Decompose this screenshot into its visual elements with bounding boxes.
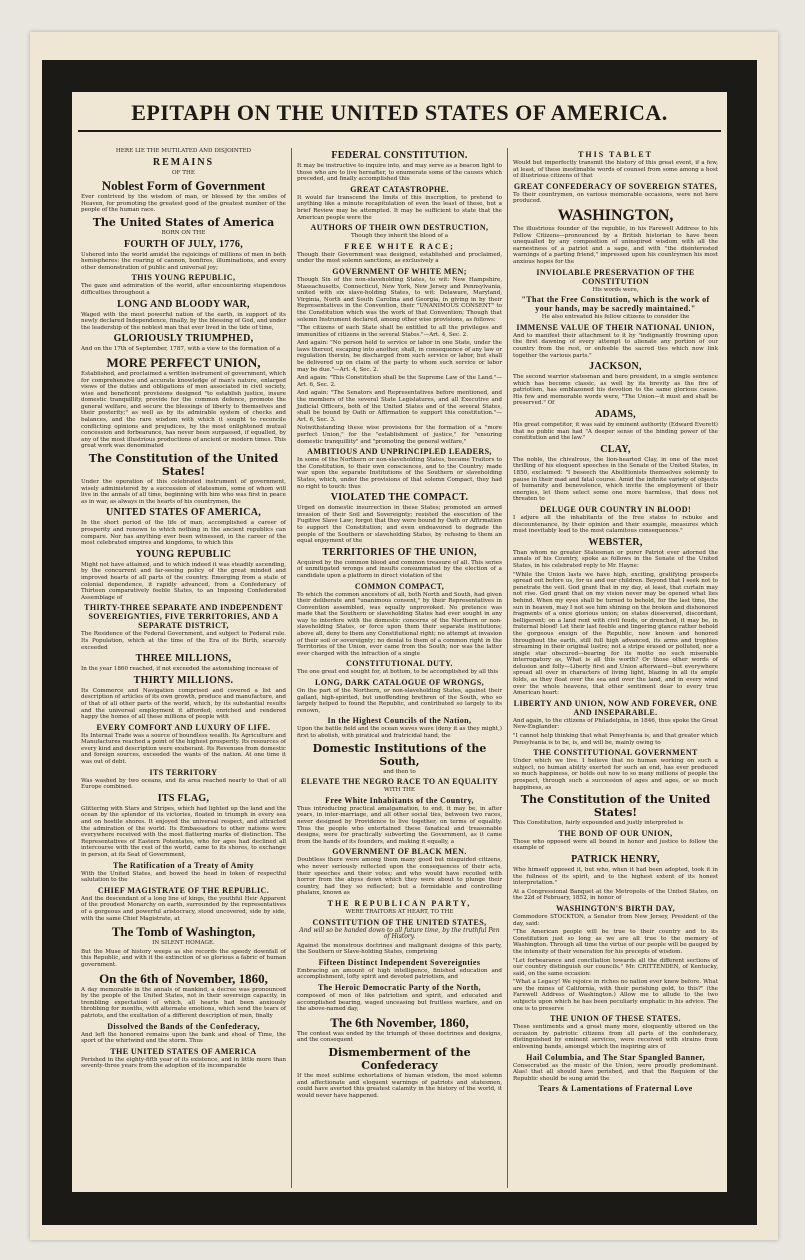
paragraph: Ever contrived by the wisdom of man, or blessed by the smiles of Heaven, for promoting the greatest good of the greatest number of the people of the human race. [81,194,286,214]
paragraph: The Residence of the Federal Government, and subject to Federal rule. Its Population, which at the time of the Era of its Birth, scarcely exceeded [81,631,286,651]
paragraph: Acquired by the common blood and common treasure of all. This series of unmitigated wrongs and insults consummated by the election of a candidate upon a platform in direct violation of the [297,559,502,579]
heading-adams: ADAMS, [595,409,636,421]
paragraph: Embracing an amount of high intelligence, finished education and accomplishment, lofty spirit and devoted patriotism, and [297,967,502,981]
heading-constitution-usa: CONSTITUTION OF THE UNITED STATES, [312,917,487,927]
paragraph: In the year 1860 reached, if not exceeded the astonishing increase of [81,666,279,673]
heading-dismember: Dismemberment of the Confederacy [328,1046,471,1073]
column-2 [291,148,507,1188]
heading-gov-white: GOVERNMENT OF WHITE MEN; [332,266,467,276]
heading-authors: AUTHORS OF THEIR OWN DESTRUCTION, [310,223,489,233]
paragraph: In the short period of the life of man, accomplished a career of prosperity and renown to which nothing in the ancient republics can compare. Nor has anything ever been witnessed, in the career of the most celebrated empires and kingdoms, to which this [81,520,286,547]
paragraph: And the descendant of a long line of kings, the youthful Heir Apparent of the proudest Monarchy on earth, surrounded by the representatives of a gorgeous and powerful aristocracy, stood uncovered, side by side, with the same Chief Magistrate, at [81,895,286,922]
heading-remains: REMAINS [152,156,215,168]
heading-fifteen: Fifteen Distinct Independent Sovereignties [318,957,481,967]
paragraph: Commodore STOCKTON, a Senator from New Jersey, President of the day, said: [513,913,718,927]
paragraph: "Let forbearance and conciliation towards all the different sections of our country distinguish our councils." Mr. CRITTENDEN, of Kentucky, said, on the same occasion: [513,957,718,977]
paragraph: Urged on domestic insurrection in these States; promoted an armed invasion of their Soil and Sovereignty; resisted the execution of the Fugitive Slave Law; forgot that they were bound by Oath or Affirmation to support the Constitution; and even endeavored to degrade the people of the Southern or slaveholding States, by refusing to them an equal enjoyment of the [297,505,502,545]
heading-free: FREE WHITE RACE; [344,241,455,251]
heading-gov-black: GOVERNMENT OF BLACK MEN. [332,847,467,857]
heading-nov: On the 6th of November, 1860, [99,970,268,986]
paragraph: To which the common ancestors of all, both North and South, had given their deliberate and "unanimous consent," by their Representatives in Convention assembled, was equally unprovoked. No pretence was made that the Southern or slaveholding States had ever sought in any way to interfere with the domestic concerns of the Northern or non-slaveholding States, or force upon them their separate institutions; above all, deny to them any Constitutional right; no attempt at invasion of their soil or sovereignty; no denial to them of a common right in the Territories of the Union, ever came from the South; nor was the latter ever charged with the infraction of a single [297,591,502,657]
heading-flag: ITS FLAG, [157,792,210,804]
heading-catalogue: LONG, DARK CATALOGUE OF WRONGS, [314,678,484,688]
heading-ambitious: AMBITIOUS AND UNPRINCIPLED LEADERS, [307,447,492,457]
paragraph: At a Congressional Banquet at the Metropolis of the United States, on the 22d of February, 1852, in honor of [513,888,718,902]
paragraph: And on the 17th of September, 1787, with a view to the formation of a [81,346,281,353]
paragraph: Who himself opposed it, but who, when it had been adopted, took it in the fullness of its spirit, and to the highest extent of its honest interpretation." [513,866,718,887]
paragraph: Consecrated as the music of the Union, were proudly predominant. Alas! that all should have perished, and that the Requiem of the Republic should be sung amid the [513,1062,718,1082]
paragraph: A day memorable in the annals of mankind, a decree was pronounced by the people of the United States, not in their sovereign capacity, in trembling expectation of which, all hearts had been anxiously throbbing for months, with alternate emotions, which send the tears of patriots, and the exultation of a different description of men, finally [81,986,286,1019]
paragraph: Under which we live. I believe that no human working on such a subject, no human ability exerted for such an end, has ever produced so much happiness, or holds out now to so many millions of people the prospect, through such a succession of ages and ages, or so much happiness, as [513,758,718,791]
text-columns [76,148,723,1188]
paragraph: These sentiments and a great many more, eloquently uttered on the occasion by patriotic citizens from all parts of the confederacy, distinguished by eminent services, were received with strains from enlivening bands, amongst which the inspiring airs of [513,1024,718,1051]
heading-inviolable: INVIOLABLE PRESERVATION OF THE CONSTITUTION [536,267,695,286]
paragraph: The second warrior statesman and hero president, in a single sentence which has become classic, as well by its brevity as the fire of patriotism, has emblazoned his devotion to the same glorious cause. His few and memorable words were, "The Union—it must and shall be preserved." Of [513,374,718,407]
heading-union-states: THE UNION OF THESE STATES. [550,1014,681,1024]
heading-deluge: DELUGE OUR COUNTRY IN BLOOD! [539,505,692,514]
paragraph: Would but imperfectly transmit the history of this great event, if a few, at least, of these inestimable words of counsel from some among a host of illustrious citizens of that [513,160,718,180]
heading-tears: Tears & Lamentations of Fraternal Love [538,1084,693,1094]
heading-federal: FEDERAL CONSTITUTION. [331,150,468,161]
heading-dissolved: Dissolved the Bands of the Confederacy, [107,1021,260,1031]
paragraph: Perished in the eighty-fifth year of its existence, and in little more than seventy-three years from the adoption of its incomparable [81,1056,286,1070]
paragraph: It would far transcend the limits of this inscription, to pretend to anything like a minute recapitulation of even the least of these, but a brief Review may be attempted. It may be sufficient to state that the American people were the [297,194,502,221]
paragraph: And again: "This Constitution shall be the Supreme Law of the Land."—Art. 6, Sec. 2. [297,375,502,388]
text-of-the: OF THE [172,169,195,176]
lead-line: HERE LIE THE MUTILATED AND DISJOINTED [115,148,252,154]
paragraph: And again, to the citizens of Philadelphia, in 1846, thus spoke the Great New-Englander: [513,717,718,731]
paragraph: If the most sublime exhortations of human wisdom, the most solemn and affectionate and eloquent warnings of patriots and statesmen, could have averted this greatest calamity in the history of the world, it would never have happened. [297,1073,502,1099]
paragraph: Than whom no greater Statesman or purer Patriot ever adorned the annals of his Country, spoke as follows in the Senate of the United States, in his celebrated reply to Mr. Hayne: [513,549,718,569]
text-handed: And will so be handed down to all future time, by the truthful Pen of History. [299,926,500,941]
heading-confed: GREAT CONFEDERACY OF SOVEREIGN STATES, [513,181,718,191]
heading-hail: Hail Columbia, and The Star Spangled Banner, [526,1052,705,1062]
heading-catastrophe: GREAT CATASTROPHE. [350,184,449,194]
paragraph: Glittering with Stars and Stripes, which had lighted up the land and the ocean by the splendor of its victories, floated in triumph in every sea and on hostile shores. It enjoyed the universal respect, and attracted the admiration of the world. Its Embassadors to other nations were everywhere received with the most flattering marks of distinction. The Representatives of Eastern Potentates, who for ages had declined all intercourse with the rest of the world, came to its shores, to exchange in person, at its Seat of Government, [81,805,286,858]
paragraph: Against the monstrous doctrines and malignant designs of this party, the Southern or Slave-holding States, comprising [297,942,502,956]
paragraph: But the Muse of history weeps as she records the speedy downfall of this Republic, and with it the extinction of so glorious a fabric of human government. [81,948,286,968]
heading-councils: In the Highest Councils of the Nation, [327,716,472,726]
paragraph: "I cannot help thinking that what Pensylvania is, and that greater which Pensylvania is to be, is, and will be, mainly owing to [513,733,718,746]
paragraph: Under the operation of this celebrated instrument of government, wisely administered by a succession of statesmen, some of whom will live in the annals of all time, beginning with him who was first in peace as in war, as always in the hearts of his countrymen, the [81,479,286,505]
heading-compact: COMMON COMPACT, [354,581,445,591]
heading-nov6: The 6th November, 1860, [330,1014,469,1030]
paragraph: Waged with the most powerful nation of the earth, in support of its newly declared Independence, finally, by the blessing of God, and under the leadership of the noblest man that ever lived in the tide of time, [81,311,286,331]
heading-tablet: THIS TABLET [578,150,653,159]
heading-war: LONG AND BLOODY WAR, [117,298,250,310]
paragraph: Ushered into the world amidst the rejoicings of millions of men in both hemispheres: the roaring of cannon, bonfires, illuminations, and every other demonstration of public and universal joy; [81,251,286,271]
paragraph: "While the Union lasts we have high, exciting, gratifying prospects spread out before us, for us and our children. Beyond that I seek not to penetrate the veil. God grant that in my day, at least, that curtain may not rise. God grant that on my vision never may be opened what lies behind. When my eyes shall be turned to behold, for the last time, the sun in heaven, may I not see him shining on the broken and dishonored fragments of a once glorious union; on states dissevered, discordant, belligerent; on a land rent with civil feuds, or drenched, it may be, in fraternal blood! Let their last feeble and lingering glance rather behold the gorgeous ensign of the Republic, now known and honored throughout the earth, still full high advanced, its arms and trophies streaming in their original lustre; not a stripe erased or polluted, nor a single star obscured—bearing for its motto no such miserable interrogatory as, What is all this worth? Or those other words of delusion and folly—Liberty first and Union afterward—but everywhere spread all over in characters of living light, blazing in all its ample folds, as they float over the sea and over the land, and in every wind over the whole heavens, that other sentiment dear to every true American heart: [513,571,718,697]
paragraph: To their countrymen, on various memorable occasions, were not here produced. [513,191,718,205]
heading-thirty: THIRTY-THREE SEPARATE AND INDEPENDENT SOVEREIGNTIES, FIVE TERRITORIES, AND A SEPARATE DISTRICT, [84,603,283,631]
heading-union: MORE PERFECT UNION, [106,354,261,370]
heading-territory: ITS TERRITORY [149,767,218,777]
paragraph: And to manifest their attachment to it by "indignantly frowning upon the first dawning of every attempt to alienate any portion of our country from the rest, or enfeeble the sacred ties which now link together the various parts." [513,332,718,359]
heading-bond: THE BOND OF OUR UNION, [558,828,673,838]
heading-jackson: JACKSON, [589,361,642,373]
paragraph: Might not have attained, and to which indeed it was steadily ascending, by the concurrent and far-seeing policy of the great minded and improved hearts of all parts of the country. Emerging from a state of colonial dependence, it rapidly advanced, from a Confederacy of Thirteen comparatively feeble States, to an Imposing Confederated Assemblage of [81,561,286,601]
page-title: EPITAPH ON THE UNITED STATES OF AMERICA. [131,100,668,125]
paragraph: Though Six of the non-slaveholding States, to wit: New Hampshire, Massachusetts, Connecticut, New York, New Jersey and Pennsylvania, united with six slave-holding States, to wit: Delaware, Maryland, Virginia, North and South Carolina and Georgia, in giving in by their Representatives in the Convention, their "UNANIMOUS CONSENT" to the Constitution which was the work of that Convention; Though that solemn Instrument declared, among other wise provisions, as follows: [297,276,502,323]
paragraph: The illustrious founder of the republic, in his Farewell Address to his Fellow Citizens—pronounced by a British historian to have been unequalled by any composition of uninspired wisdom with all the earnestness of a patriot and a sage, and with "the disinterested warnings of a parting friend," impressed upon his countrymen his most anxious hopes for the [513,225,718,265]
paragraph: The gaze and admiration of the world, after encountering stupendous difficulties throughout a [81,283,286,296]
heading-henry: PATRICK HENRY, [571,853,660,865]
paragraph: "What a Legacy! We rejoice in riches no nation ever knew before. What are the mines of California, with their perishing gold, to this?" (the Farewell Address of Washington.) Allow me to allude to the two subjects upon which he has been peculiarly emphatic in his advice. The one is to preserve [513,979,718,1012]
heading-elevate: ELEVATE THE NEGRO RACE TO AN EQUALITY [300,777,499,787]
heading-quote: "That the Free Constitution, which is the work of your hands, may be sacredly maintained." [521,295,710,314]
paragraph: Though their Government was designed, established and proclaimed, under the most solemn sanctions, as exclusively a [297,251,502,265]
heading-liberty: LIBERTY AND UNION, NOW AND FOREVER, ONE AND INSEPARABLE. [513,698,718,717]
paragraph: His great competitor, it was said by eminent authority (Edward Everett) that no public man had "A deeper sense of the binding power of the constitution and the law." [513,422,718,442]
paragraph: The contest was ended by the triumph of these doctrines and designs, and the consequent [297,1030,502,1044]
heading-young2: YOUNG REPUBLIC [135,548,232,560]
paragraph: In some of the Northern or non-slaveholding States, became Traitors to the Constitution, to their own consciences, and to the Country; made war upon the separate Institutions of the Southern or slaveholding States, which, under the provisions of that solemn Compact, they had no right to touch: thus [297,457,502,490]
paragraph: "The American people will be true to their country and to its Constitution just so long as we are all true to the memory of Washington. Through all time the virtue of our people will be gauged by the intensity of their veneration for his precepts of wisdom. [513,929,718,955]
heading-constitution: The Constitution of the United States! [520,793,711,820]
text-words: His words were, [592,286,639,293]
text-blood: Though they inherit the blood of a [350,233,449,240]
heading-violated: VIOLATED THE COMPACT. [330,492,469,504]
paragraph: Those who opposed were all bound in honor and justice to follow the example of [513,838,718,852]
paragraph: This Constitution, fairly expounded and justly interpreted is [513,820,684,827]
heading-three: THREE MILLIONS, [135,653,232,665]
paragraph: Was washed by two oceans, and its area reached nearly to that of all Europe combined. [81,777,286,791]
epitaph-panel [72,92,727,1192]
heading-constitution: The Constitution of the United States! [88,452,279,479]
heading-usa3: THE UNITED STATES OF AMERICA [110,1046,257,1056]
paragraph: And left the honored remains upon the bank and shoal of Time, the sport of the whirlwind and the storm. Thus [81,1031,286,1045]
heading-usa: The United States of America [92,215,275,229]
text-born: BORN ON THE [161,229,206,236]
paragraph: It may be instructive to inquire into, and may serve as a beacon light to those who are to live hereafter, to enumerate some of the causes which preceded, and finally accomplished this [297,163,502,183]
paragraph: The one great end sought for, at bottom, to be accomplished by all this [297,669,499,676]
paragraph: Its Commerce and Navigation comprised and covered a list and description of articles of its own growth, produce and manufacture, and of that of all other parts of the world, which, by its substantial results and the universal employment it afforded, enriched and rendered happy the homes of all these millions of people with [81,687,286,721]
heading-domestic: Domestic Institutions of the South, [312,741,487,768]
text-silent: IN SILENT HOMAGE. [152,940,215,947]
paragraph: "The citizens of each State shall be entitled to all the privileges and immunities of citizens in the several States."—Art. 4, Sec. 2. [297,325,502,338]
paragraph: And again: "The Senators and Representatives before mentioned, and the members of the several State Legislatures, and all Executive and Judicial Officers, both of the United States and of the several States, shall be bound by Oath or Affirmation to support this constitution."—Art. 6, Sec. 3. [297,390,502,423]
heading-republican: THE REPUBLICAN PARTY, [327,898,472,908]
heading-immense: IMMENSE VALUE OF THEIR NATIONAL UNION, [516,322,715,332]
text-war-heart: WERE TRAITORS AT HEART, TO THE [345,908,454,915]
heading-noblest: Noblest Form of Government [101,178,266,194]
heading-clay: CLAY, [600,443,631,455]
paragraph: Its Internal Trade was a source of boundless wealth. Its Agriculture and Manufactures reached a point of the highest prosperity. Its resources of every kind and description were exuberant. Its Revenues from domestic and foreign sources, exceeded the wants of the nation. At one time it was out of debt. [81,732,286,766]
paragraph: On the part of the Northern, or non-slaveholding States, against their gallant, high-spirited, but unoffending brethren of the South, who so largely helped to found the Republic, and contributed so largely to its renown, [297,688,502,714]
heading-const-gov: THE CONSTITUTIONAL GOVERNMENT [533,748,698,758]
text-with: WITH THE [383,787,416,794]
heading-tomb: The Tomb of Washington, [111,924,256,940]
heading-webster: WEBSTER, [588,536,643,548]
heading-thirty-millions: THIRTY MILLIONS. [133,674,234,686]
heading-washington: WASHINGTON, [557,206,674,224]
paragraph: composed of men of like patriotism and spirit, and educated and accomplished bearing, waged unceasing but fruitless warfare, and on the above-named day, [297,993,502,1013]
paragraph: Established, and proclaimed a written instrument of government, which for comprehensive and accurate knowledge of man's nature, enlarged views of the duties and obligations of men associated in civil society, wise and beneficent provisions designed "to establish justice, insure domestic tranquillity, provide for the common defence, promote the general welfare, and secure the blessings of liberty to themselves and their posterity;" as well as by its admirable system of checks and balances, and the rare wisdom with which it sought to reconcile conflicting opinions and prejudices, by the most enlightened mutual concession and forbearance, has never been surpassed, if equalled, by any of the most illustrious productions of ancient or modern times. This great work was denominated [81,370,286,450]
paragraph: Notwithstanding these wise provisions for the formation of a "more perfect Union," for the "establishment of justice," for "ensuring domestic tranquillity" and "promoting the general welfare," [297,425,502,445]
heading-birthday: WASHINGTON'S BIRTH DAY, [555,903,676,913]
paragraph: I adjure all the inhabitants of the free states to rebuke and discountenance, by their opinion and their example, measures which must inevitably lead to the most calamitous consequences." [513,515,718,535]
heading-territories: TERRITORIES OF THE UNION, [322,546,477,558]
heading-young: THIS YOUNG REPUBLIC, [131,273,236,283]
text-entreated: He also entreated his fellow citizens to consider the [541,314,690,321]
paragraph: Thus introducing practical amalgamation, to end, it may be, in after years, in inter-marriage, and all other social ties, between two races, never designed by Providence to live together, on terms of equality. Thus the people who entertained these fanatical and treasonable designs, were for practically subverting the Government, as it came from the hands of its founders, and making it equally, a [297,805,502,845]
column-3 [507,148,723,1188]
paragraph: Doubtless there were among them many good but misguided citizens, who never seriously reflected upon the consequences of their acts, their speeches and their votes; and who would have recoiled with horror from the abyss down which they were about to plunge their country, had they so reflected; but a formidable and controlling phalanx, known as [297,857,502,897]
heading-usa2: UNITED STATES OF AMERICA, [105,507,262,519]
heading-democratic: The Heroic Democratic Party of the North, [317,983,482,993]
heading-inhabitants: Free White Inhabitants of the Country, [325,795,474,805]
heading-fourth: FOURTH OF JULY, 1776, [123,238,244,250]
paragraph: Upon the battle field and the ocean waves wave (deny it as they might,) first to abolish, with piratical and fratricidal hand, the [297,726,502,739]
title-rule [78,130,721,132]
paragraph: And again: "No person held to service or labor in one State, under the laws thereof, escaping into another, shall, in consequence of any law or regulation therein, be discharged from such service or labor, but shall be delivered up on claim of the party to whom such service or labor may be due."—Art. 4, Sec. 2. [297,340,502,373]
heading-treaty: The Ratification of a Treaty of Amity [112,860,254,870]
paragraph: With the United States, and bowed the head in token of respectful salutation to the [81,870,286,884]
paragraph: The noble, the chivalrous, the lion-hearted Clay, in one of the most thrilling of his eloquent speeches in the Senate of the United States, in 1850, exclaimed: "I beseech the Abolitionists themselves solemnly to pause in their mad and fatal course. Amid the infinite variety of objects of humanity and benevolence, which invite the employment of their energies, let them select some one more harmless, that does not threaten to [513,456,718,503]
heading-chief: CHIEF MAGISTRATE OF THE REPUBLIC. [97,885,270,895]
text-then: and then to [383,768,416,775]
heading-triumph: GLORIOUSLY TRIUMPHED, [113,333,254,345]
heading-comfort: EVERY COMFORT AND LUXURY OF LIFE. [96,722,271,732]
heading-duty: CONSTITUTIONAL DUTY. [346,659,453,669]
column-1 [76,148,291,1188]
